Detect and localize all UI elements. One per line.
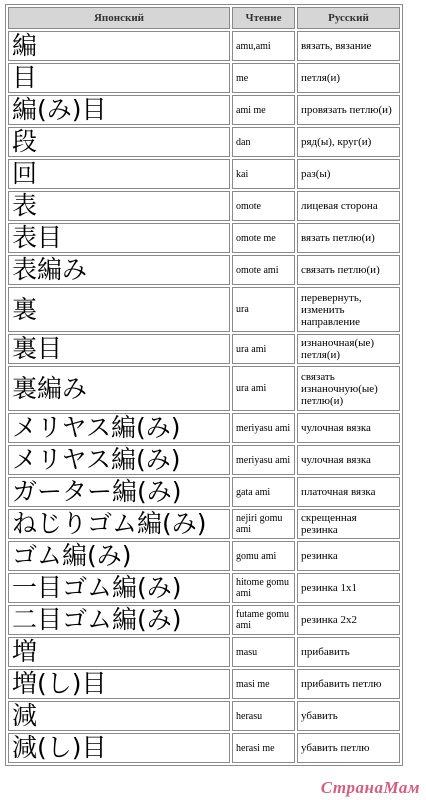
table-row <box>8 573 400 603</box>
table-row <box>8 31 400 61</box>
japanese-term: 裏 <box>8 287 230 332</box>
reading-cell: ura ami <box>232 334 295 364</box>
glossary-table <box>5 4 403 766</box>
japanese-term: 二目ゴム編(み) <box>8 605 230 635</box>
japanese-term: 増(し)目 <box>8 669 230 699</box>
table-row <box>8 477 400 507</box>
reading-cell: omote me <box>232 223 295 253</box>
reading-cell: meriyasu ami <box>232 413 295 443</box>
reading-cell: kai <box>232 159 295 189</box>
table-row <box>8 669 400 699</box>
table-row <box>8 605 400 635</box>
japanese-term: 編 <box>8 31 230 61</box>
russian-cell: убавить <box>297 701 400 731</box>
japanese-term: ねじりゴム編(み) <box>8 509 230 539</box>
japanese-term: 編(み)目 <box>8 95 230 125</box>
russian-cell: резинка <box>297 541 400 571</box>
japanese-term: 裏編み <box>8 366 230 411</box>
table-body <box>8 31 400 763</box>
table-row <box>8 95 400 125</box>
japanese-term: ゴム編(み) <box>8 541 230 571</box>
reading-cell: masi me <box>232 669 295 699</box>
russian-cell: резинка 2x2 <box>297 605 400 635</box>
table-row <box>8 63 400 93</box>
japanese-term: メリヤス編(み) <box>8 413 230 443</box>
table-row <box>8 509 400 539</box>
japanese-term: 裏目 <box>8 334 230 364</box>
russian-cell: перевернуть, изменить направление <box>297 287 400 332</box>
russian-cell: резинка 1x1 <box>297 573 400 603</box>
table-row <box>8 701 400 731</box>
russian-cell: связать изнаночную(ые) петлю(и) <box>297 366 400 411</box>
japanese-term: 減 <box>8 701 230 731</box>
table-header-row <box>8 7 400 29</box>
table-row <box>8 159 400 189</box>
japanese-term: 目 <box>8 63 230 93</box>
russian-cell: изнаночная(ые) петля(и) <box>297 334 400 364</box>
table-row <box>8 413 400 443</box>
table-row <box>8 334 400 364</box>
japanese-term: 段 <box>8 127 230 157</box>
header-japanese: Японский <box>8 7 230 29</box>
japanese-term: 表編み <box>8 255 230 285</box>
header-russian: Русский <box>297 7 400 29</box>
header-reading: Чтение <box>232 7 295 29</box>
table-row <box>8 127 400 157</box>
japanese-term: 減(し)目 <box>8 733 230 763</box>
japanese-term: 一目ゴム編(み) <box>8 573 230 603</box>
russian-cell: вязать петлю(и) <box>297 223 400 253</box>
table-row <box>8 223 400 253</box>
japanese-term: メリヤス編(み) <box>8 445 230 475</box>
japanese-term: 表目 <box>8 223 230 253</box>
japanese-term: 増 <box>8 637 230 667</box>
reading-cell: amu,ami <box>232 31 295 61</box>
table-row <box>8 191 400 221</box>
reading-cell: nejiri gomu ami <box>232 509 295 539</box>
reading-cell: hitome gomu ami <box>232 573 295 603</box>
russian-cell: скрещенная резинка <box>297 509 400 539</box>
watermark-logo: СтранаМам <box>320 778 420 797</box>
reading-cell: me <box>232 63 295 93</box>
reading-cell: omote ami <box>232 255 295 285</box>
reading-cell: gata ami <box>232 477 295 507</box>
japanese-term: 回 <box>8 159 230 189</box>
table-row <box>8 733 400 763</box>
reading-cell: ura ami <box>232 366 295 411</box>
russian-cell: вязать, вязание <box>297 31 400 61</box>
russian-cell: ряд(ы), круг(и) <box>297 127 400 157</box>
reading-cell: masu <box>232 637 295 667</box>
reading-cell: herasi me <box>232 733 295 763</box>
table-row <box>8 287 400 332</box>
reading-cell: dan <box>232 127 295 157</box>
table-row <box>8 541 400 571</box>
russian-cell: платочная вязка <box>297 477 400 507</box>
russian-cell: прибавить петлю <box>297 669 400 699</box>
reading-cell: gomu ami <box>232 541 295 571</box>
reading-cell: futame gomu ami <box>232 605 295 635</box>
russian-cell: раз(ы) <box>297 159 400 189</box>
japanese-term: 表 <box>8 191 230 221</box>
russian-cell: лицевая сторона <box>297 191 400 221</box>
table-row <box>8 366 400 411</box>
table-row <box>8 637 400 667</box>
russian-cell: прибавить <box>297 637 400 667</box>
glossary-table-container <box>5 4 403 766</box>
russian-cell: петля(и) <box>297 63 400 93</box>
russian-cell: убавить петлю <box>297 733 400 763</box>
reading-cell: ami me <box>232 95 295 125</box>
russian-cell: чулочная вязка <box>297 445 400 475</box>
russian-cell: чулочная вязка <box>297 413 400 443</box>
russian-cell: связать петлю(и) <box>297 255 400 285</box>
reading-cell: ura <box>232 287 295 332</box>
reading-cell: herasu <box>232 701 295 731</box>
reading-cell: meriyasu ami <box>232 445 295 475</box>
reading-cell: omote <box>232 191 295 221</box>
russian-cell: провязать петлю(и) <box>297 95 400 125</box>
table-row <box>8 445 400 475</box>
table-row <box>8 255 400 285</box>
japanese-term: ガーター編(み) <box>8 477 230 507</box>
